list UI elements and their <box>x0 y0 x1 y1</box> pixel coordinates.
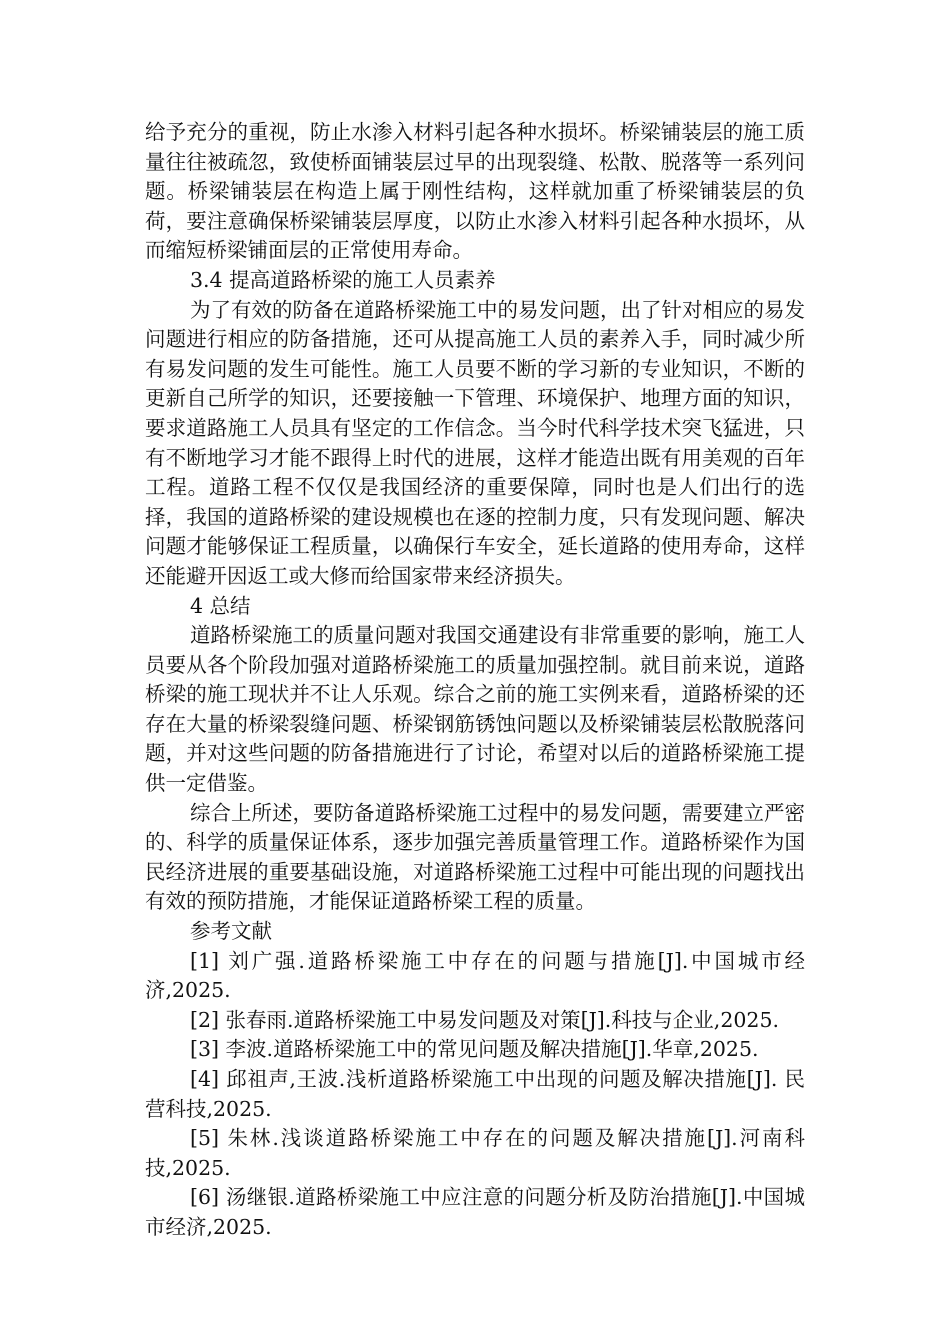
body-paragraph: 为了有效的防备在道路桥梁施工中的易发问题，出了针对相应的易发问题进行相应的防备措施，还可从提高施工人员的素养入手，同时减少所有易发问题的发生可能性。施工人员要不断的学习新的专业知识，不断的更新自己所学的知识，还要接触一下管理、环境保护、地理方面的知识，要求道路施工人员具有坚定的工作信念。当今时代科学技术突飞猛进，只有不断地学习才能不跟得上时代的进展，这样才能造出既有用美观的百年工程。道路工程不仅仅是我国经济的重要保障，同时也是人们出行的选择，我国的道路桥梁的建设规模也在逐的控制力度，只有发现问题、解决问题才能够保证工程质量，以确保行车安全，延长道路的使用寿命，这样还能避开因返工或大修而给国家带来经济损失。 <box>145 297 805 588</box>
reference-item: [5] 朱林.浅谈道路桥梁施工中存在的问题及解决措施[J].河南科技,2025. <box>145 1126 805 1180</box>
document-page <box>145 118 805 1243</box>
section-heading-3-4: 3.4 提高道路桥梁的施工人员素养 <box>190 267 496 292</box>
body-paragraph-continued: 给予充分的重视，防止水渗入材料引起各种水损坏。桥梁铺装层的施工质量往往被疏忽，致使桥面铺装层过早的出现裂缝、松散、脱落等一系列问题。桥梁铺装层在构造上属于刚性结构，这样就加重了桥梁铺装层的负荷，要注意确保桥梁铺装层厚度，以防止水渗入材料引起各种水损坏，从而缩短桥梁铺面层的正常使用寿命。 <box>145 120 805 263</box>
reference-item: [3] 李波.道路桥梁施工中的常见问题及解决措施[J].华章,2025. <box>190 1037 759 1062</box>
references-heading: 参考文献 <box>190 919 272 944</box>
section-heading-4: 4 总结 <box>190 593 251 618</box>
reference-item: [4] 邱祖声,王波.浅析道路桥梁施工中出现的问题及解决措施[J]. 民营科技,2025. <box>145 1067 805 1121</box>
body-paragraph: 综合上所述，要防备道路桥梁施工过程中的易发问题，需要建立严密的、科学的质量保证体系，逐步加强完善质量管理工作。道路桥梁作为国民经济进展的重要基础设施，对道路桥梁施工过程中可能出现的问题找出有效的预防措施，才能保证道路桥梁工程的质量。 <box>145 800 805 914</box>
reference-item: [2] 张春雨.道路桥梁施工中易发问题及对策[J].科技与企业,2025. <box>190 1007 780 1032</box>
body-paragraph: 道路桥梁施工的质量问题对我国交通建设有非常重要的影响，施工人员要从各个阶段加强对道路桥梁施工的质量加强控制。就目前来说，道路桥梁的施工现状并不让人乐观。综合之前的施工实例来看，道路桥梁的还存在大量的桥梁裂缝问题、桥梁钢筋锈蚀问题以及桥梁铺装层松散脱落问题，并对这些问题的防备措施进行了讨论，希望对以后的道路桥梁施工提供一定借鉴。 <box>145 623 805 796</box>
reference-item: [1] 刘广强.道路桥梁施工中存在的问题与措施[J].中国城市经济,2025. <box>145 948 805 1003</box>
reference-item: [6] 汤继银.道路桥梁施工中应注意的问题分析及防治措施[J].中国城市经济,2025. <box>145 1185 805 1239</box>
